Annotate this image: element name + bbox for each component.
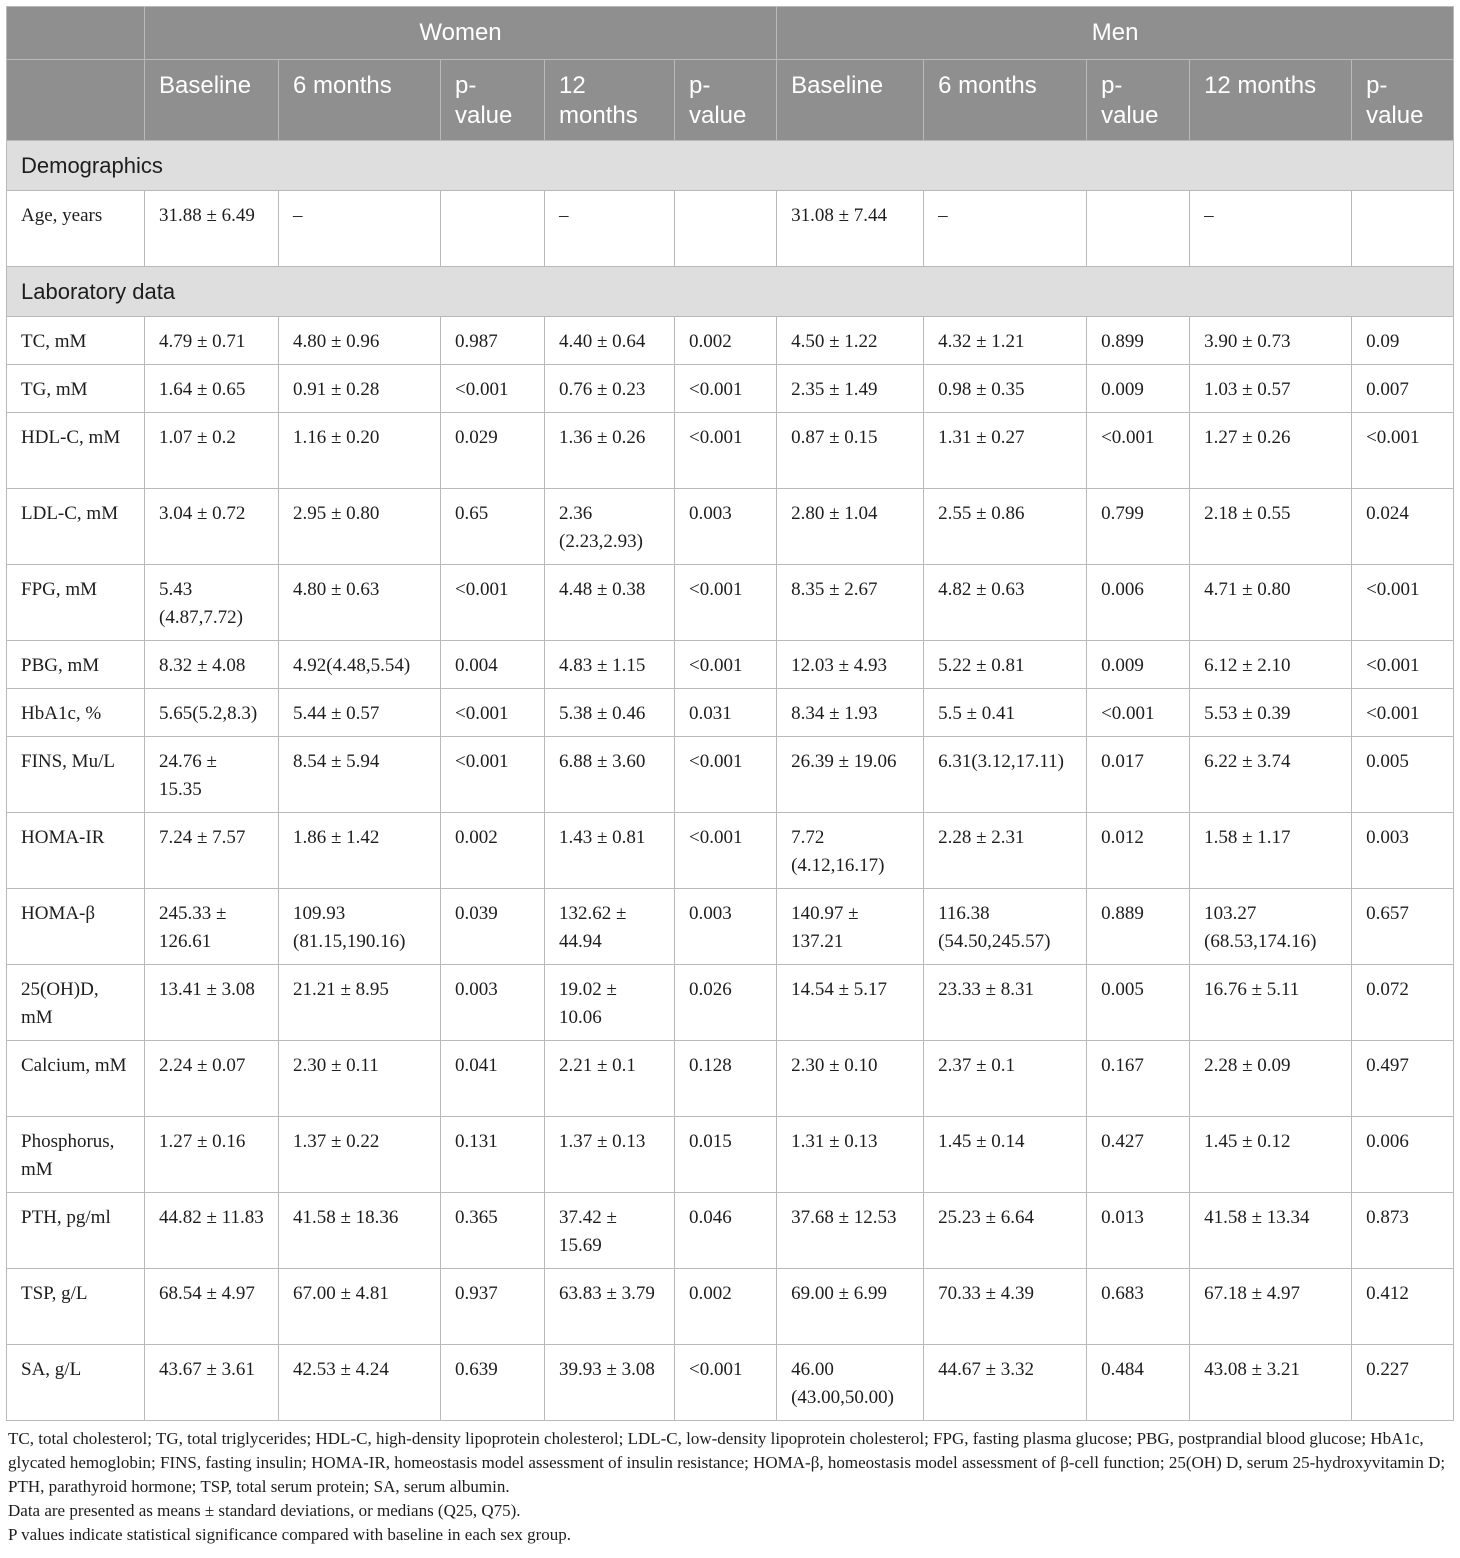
table-cell: 0.003 [675,889,777,965]
row-label: PBG, mM [7,641,145,689]
table-row [7,689,1454,737]
footnote-p-values: P values indicate statistical significance compared with baseline in each sex group. [8,1525,572,1544]
table-cell: 0.497 [1352,1041,1454,1117]
table-cell: 0.657 [1352,889,1454,965]
table-cell: 0.412 [1352,1269,1454,1345]
table-cell: <0.001 [675,1345,777,1421]
table-cell: 2.24 ± 0.07 [145,1041,279,1117]
table-cell: 7.72 (4.12,16.17) [777,813,924,889]
table-cell: <0.001 [675,413,777,489]
table-cell [441,191,545,267]
table-cell: 8.54 ± 5.94 [279,737,441,813]
table-cell: 46.00 (43.00,50.00) [777,1345,924,1421]
table-cell: 103.27 (68.53,174.16) [1190,889,1352,965]
section-row [7,267,1454,317]
table-cell: – [279,191,441,267]
table-cell: 42.53 ± 4.24 [279,1345,441,1421]
table-cell: 12.03 ± 4.93 [777,641,924,689]
table-cell: 1.03 ± 0.57 [1190,365,1352,413]
subheader-women-p-value-6: p-value [441,60,545,141]
table-cell: 0.639 [441,1345,545,1421]
table-cell: 0.005 [1087,965,1190,1041]
table-cell: <0.001 [441,565,545,641]
table-header [7,7,1454,141]
subheader-men-p-value-12: p-value [1352,60,1454,141]
table-cell: 0.031 [675,689,777,737]
table-cell: 5.43 (4.87,7.72) [145,565,279,641]
table-cell: – [924,191,1087,267]
table-cell: 4.71 ± 0.80 [1190,565,1352,641]
table-cell: 0.167 [1087,1041,1190,1117]
table-row [7,413,1454,489]
table-cell: 69.00 ± 6.99 [777,1269,924,1345]
row-label: HbA1c, % [7,689,145,737]
table-cell: 0.131 [441,1117,545,1193]
table-cell: 8.35 ± 2.67 [777,565,924,641]
table-cell: 0.041 [441,1041,545,1117]
table-row [7,965,1454,1041]
table-cell: 2.36 (2.23,2.93) [545,489,675,565]
table-cell: – [545,191,675,267]
table-cell: 0.003 [675,489,777,565]
table-cell: 14.54 ± 5.17 [777,965,924,1041]
row-label: TC, mM [7,317,145,365]
table-cell: 5.44 ± 0.57 [279,689,441,737]
table-cell: <0.001 [1352,689,1454,737]
table-cell: 4.80 ± 0.63 [279,565,441,641]
table-cell: 2.37 ± 0.1 [924,1041,1087,1117]
table-cell: 5.53 ± 0.39 [1190,689,1352,737]
table-cell: 0.889 [1087,889,1190,965]
table-cell: 44.67 ± 3.32 [924,1345,1087,1421]
footnote-data-presentation: Data are presented as means ± standard deviations, or medians (Q25, Q75). [8,1501,521,1520]
table-cell: 41.58 ± 18.36 [279,1193,441,1269]
table-cell: 1.36 ± 0.26 [545,413,675,489]
subheader-men-p-value-6: p-value [1087,60,1190,141]
row-label: TSP, g/L [7,1269,145,1345]
table-cell: 0.004 [441,641,545,689]
table-row [7,317,1454,365]
table-cell: <0.001 [675,641,777,689]
table-cell: 24.76 ± 15.35 [145,737,279,813]
table-cell: <0.001 [675,737,777,813]
table-cell: 0.026 [675,965,777,1041]
table-cell: <0.001 [441,689,545,737]
table-cell: 7.24 ± 7.57 [145,813,279,889]
subheader-men-12-months: 12 months [1190,60,1352,141]
table-cell: 2.18 ± 0.55 [1190,489,1352,565]
table-cell: 0.873 [1352,1193,1454,1269]
row-label-subheader [7,60,145,141]
table-cell: 0.002 [675,1269,777,1345]
row-label: HOMA-IR [7,813,145,889]
table-cell: <0.001 [441,737,545,813]
table-row [7,1193,1454,1269]
table-cell: 0.046 [675,1193,777,1269]
table-cell: 4.79 ± 0.71 [145,317,279,365]
table-cell: 1.64 ± 0.65 [145,365,279,413]
table-cell: 41.58 ± 13.34 [1190,1193,1352,1269]
table-cell: 1.07 ± 0.2 [145,413,279,489]
table-cell: 70.33 ± 4.39 [924,1269,1087,1345]
table-cell: 0.024 [1352,489,1454,565]
table-cell: 2.80 ± 1.04 [777,489,924,565]
table-row [7,489,1454,565]
table-cell: <0.001 [1087,413,1190,489]
table-cell: 0.012 [1087,813,1190,889]
table-cell: 37.42 ± 15.69 [545,1193,675,1269]
table-cell: 116.38 (54.50,245.57) [924,889,1087,965]
table-row [7,813,1454,889]
group-header-women: Women [145,7,777,60]
table-cell: 0.899 [1087,317,1190,365]
table-cell: 1.31 ± 0.13 [777,1117,924,1193]
table-cell: 6.31(3.12,17.11) [924,737,1087,813]
table-cell: 43.08 ± 3.21 [1190,1345,1352,1421]
table-cell: 0.76 ± 0.23 [545,365,675,413]
table-cell: 2.28 ± 0.09 [1190,1041,1352,1117]
table-cell: 0.227 [1352,1345,1454,1421]
table-cell: 4.83 ± 1.15 [545,641,675,689]
table-cell: 1.27 ± 0.26 [1190,413,1352,489]
row-label: FPG, mM [7,565,145,641]
footnote-abbreviations: TC, total cholesterol; TG, total triglycerides; HDL-C, high-density lipoprotein cholesterol; LDL-C, low-density lipoprotein cholesterol; FPG, fasting plasma glucose; PBG, postprandial blood glucose; HbA1c, glycated hemoglobin; FINS, fasting insulin; HOMA-IR, homeostasis model assessment of insulin resistance; HOMA-β, homeostasis model assessment of β-cell function; 25(OH) D, serum 25-hydroxyvitamin D; PTH, parathyroid hormone; TSP, total serum protein; SA, serum albumin. [8,1429,1446,1496]
table-cell: 25.23 ± 6.64 [924,1193,1087,1269]
table-cell: 0.013 [1087,1193,1190,1269]
subheader-women-6-months: 6 months [279,60,441,141]
table-row [7,1117,1454,1193]
table-cell: 0.427 [1087,1117,1190,1193]
table-cell: 0.799 [1087,489,1190,565]
table-cell: 19.02 ± 10.06 [545,965,675,1041]
table-cell: 39.93 ± 3.08 [545,1345,675,1421]
table-cell: 68.54 ± 4.97 [145,1269,279,1345]
table-cell: 140.97 ± 137.21 [777,889,924,965]
subheader-women-baseline: Baseline [145,60,279,141]
table-cell: 4.40 ± 0.64 [545,317,675,365]
table-cell: 0.128 [675,1041,777,1117]
table-cell: 2.35 ± 1.49 [777,365,924,413]
table-cell: <0.001 [1087,689,1190,737]
table-cell: 1.37 ± 0.22 [279,1117,441,1193]
table-cell: 0.003 [441,965,545,1041]
table-cell: 2.30 ± 0.11 [279,1041,441,1117]
table-row [7,1041,1454,1117]
table-cell: 0.91 ± 0.28 [279,365,441,413]
table-cell: 1.45 ± 0.12 [1190,1117,1352,1193]
table-cell: 43.67 ± 3.61 [145,1345,279,1421]
table-cell: 0.007 [1352,365,1454,413]
table-cell: 245.33 ± 126.61 [145,889,279,965]
table-cell: 5.5 ± 0.41 [924,689,1087,737]
table-cell: 5.38 ± 0.46 [545,689,675,737]
table-cell: 0.002 [675,317,777,365]
table-cell: 2.95 ± 0.80 [279,489,441,565]
table-cell: 0.009 [1087,641,1190,689]
table-cell: 0.87 ± 0.15 [777,413,924,489]
table-cell: 0.987 [441,317,545,365]
table-cell: 0.017 [1087,737,1190,813]
table-cell: 0.98 ± 0.35 [924,365,1087,413]
table-cell: 109.93 (81.15,190.16) [279,889,441,965]
table-cell: 67.00 ± 4.81 [279,1269,441,1345]
table-cell: 1.31 ± 0.27 [924,413,1087,489]
row-label: Age, years [7,191,145,267]
table-cell: 132.62 ± 44.94 [545,889,675,965]
table-cell: 4.50 ± 1.22 [777,317,924,365]
row-label: SA, g/L [7,1345,145,1421]
subheader-men-6-months: 6 months [924,60,1087,141]
table-cell: 6.88 ± 3.60 [545,737,675,813]
table-cell: 0.937 [441,1269,545,1345]
row-label: Phosphorus, mM [7,1117,145,1193]
table-cell: <0.001 [1352,413,1454,489]
table-cell: 0.003 [1352,813,1454,889]
table-cell: 5.65(5.2,8.3) [145,689,279,737]
table-cell [1352,191,1454,267]
table-container [6,6,1453,1547]
table-cell: <0.001 [1352,565,1454,641]
table-row [7,1345,1454,1421]
table-cell: 31.08 ± 7.44 [777,191,924,267]
table-row [7,641,1454,689]
table-cell: 4.82 ± 0.63 [924,565,1087,641]
row-label-header [7,7,145,60]
table-cell: 8.32 ± 4.08 [145,641,279,689]
table-cell: 3.04 ± 0.72 [145,489,279,565]
table-cell: 1.58 ± 1.17 [1190,813,1352,889]
table-cell: 31.88 ± 6.49 [145,191,279,267]
table-cell: 0.006 [1352,1117,1454,1193]
section-title: Demographics [7,141,1454,191]
table-cell: 4.48 ± 0.38 [545,565,675,641]
table-cell: 0.039 [441,889,545,965]
row-label: HOMA-β [7,889,145,965]
table-cell: 2.55 ± 0.86 [924,489,1087,565]
table-cell: 6.22 ± 3.74 [1190,737,1352,813]
subheader-women-12-months: 12 months [545,60,675,141]
table-cell: 44.82 ± 11.83 [145,1193,279,1269]
table-cell: 0.09 [1352,317,1454,365]
table-cell: 0.65 [441,489,545,565]
table-cell: – [1190,191,1352,267]
table-footnotes [6,1421,1453,1547]
table-cell: 1.37 ± 0.13 [545,1117,675,1193]
table-cell: 0.002 [441,813,545,889]
table-cell: 0.006 [1087,565,1190,641]
table-cell: 0.365 [441,1193,545,1269]
table-cell: 0.484 [1087,1345,1190,1421]
table-row [7,565,1454,641]
table-cell: 4.80 ± 0.96 [279,317,441,365]
table-cell: 37.68 ± 12.53 [777,1193,924,1269]
table-cell: 1.27 ± 0.16 [145,1117,279,1193]
table-body [7,141,1454,1421]
table-cell: 0.015 [675,1117,777,1193]
table-cell: <0.001 [675,365,777,413]
section-title: Laboratory data [7,267,1454,317]
row-label: HDL-C, mM [7,413,145,489]
table-cell: 1.43 ± 0.81 [545,813,675,889]
table-row [7,191,1454,267]
table-cell: <0.001 [675,565,777,641]
table-row [7,889,1454,965]
table-cell: 13.41 ± 3.08 [145,965,279,1041]
subheader-women-p-value-12: p-value [675,60,777,141]
table-cell: 67.18 ± 4.97 [1190,1269,1352,1345]
table-row [7,1269,1454,1345]
subheader-men-baseline: Baseline [777,60,924,141]
table-cell: 4.92(4.48,5.54) [279,641,441,689]
table-cell: <0.001 [441,365,545,413]
table-cell: 26.39 ± 19.06 [777,737,924,813]
table-cell: 0.029 [441,413,545,489]
table-cell: 0.009 [1087,365,1190,413]
row-label: PTH, pg/ml [7,1193,145,1269]
table-cell: <0.001 [675,813,777,889]
row-label: FINS, Mu/L [7,737,145,813]
table-cell: 6.12 ± 2.10 [1190,641,1352,689]
table-cell: 0.683 [1087,1269,1190,1345]
table-cell: 4.32 ± 1.21 [924,317,1087,365]
table-cell: 8.34 ± 1.93 [777,689,924,737]
table-cell: 2.30 ± 0.10 [777,1041,924,1117]
table-cell: 16.76 ± 5.11 [1190,965,1352,1041]
table-cell: 21.21 ± 8.95 [279,965,441,1041]
table-cell: 3.90 ± 0.73 [1190,317,1352,365]
table-cell: 1.86 ± 1.42 [279,813,441,889]
results-table [6,6,1454,1421]
table-cell: 63.83 ± 3.79 [545,1269,675,1345]
table-cell: 5.22 ± 0.81 [924,641,1087,689]
table-row [7,365,1454,413]
section-row [7,141,1454,191]
row-label: TG, mM [7,365,145,413]
table-cell: 2.28 ± 2.31 [924,813,1087,889]
table-cell: 0.072 [1352,965,1454,1041]
table-cell: <0.001 [1352,641,1454,689]
table-row [7,737,1454,813]
group-header-men: Men [777,7,1454,60]
row-label: Calcium, mM [7,1041,145,1117]
table-cell: 1.45 ± 0.14 [924,1117,1087,1193]
table-cell [1087,191,1190,267]
table-cell: 23.33 ± 8.31 [924,965,1087,1041]
row-label: LDL-C, mM [7,489,145,565]
table-cell: 2.21 ± 0.1 [545,1041,675,1117]
row-label: 25(OH)D, mM [7,965,145,1041]
table-cell [675,191,777,267]
table-cell: 0.005 [1352,737,1454,813]
table-cell: 1.16 ± 0.20 [279,413,441,489]
